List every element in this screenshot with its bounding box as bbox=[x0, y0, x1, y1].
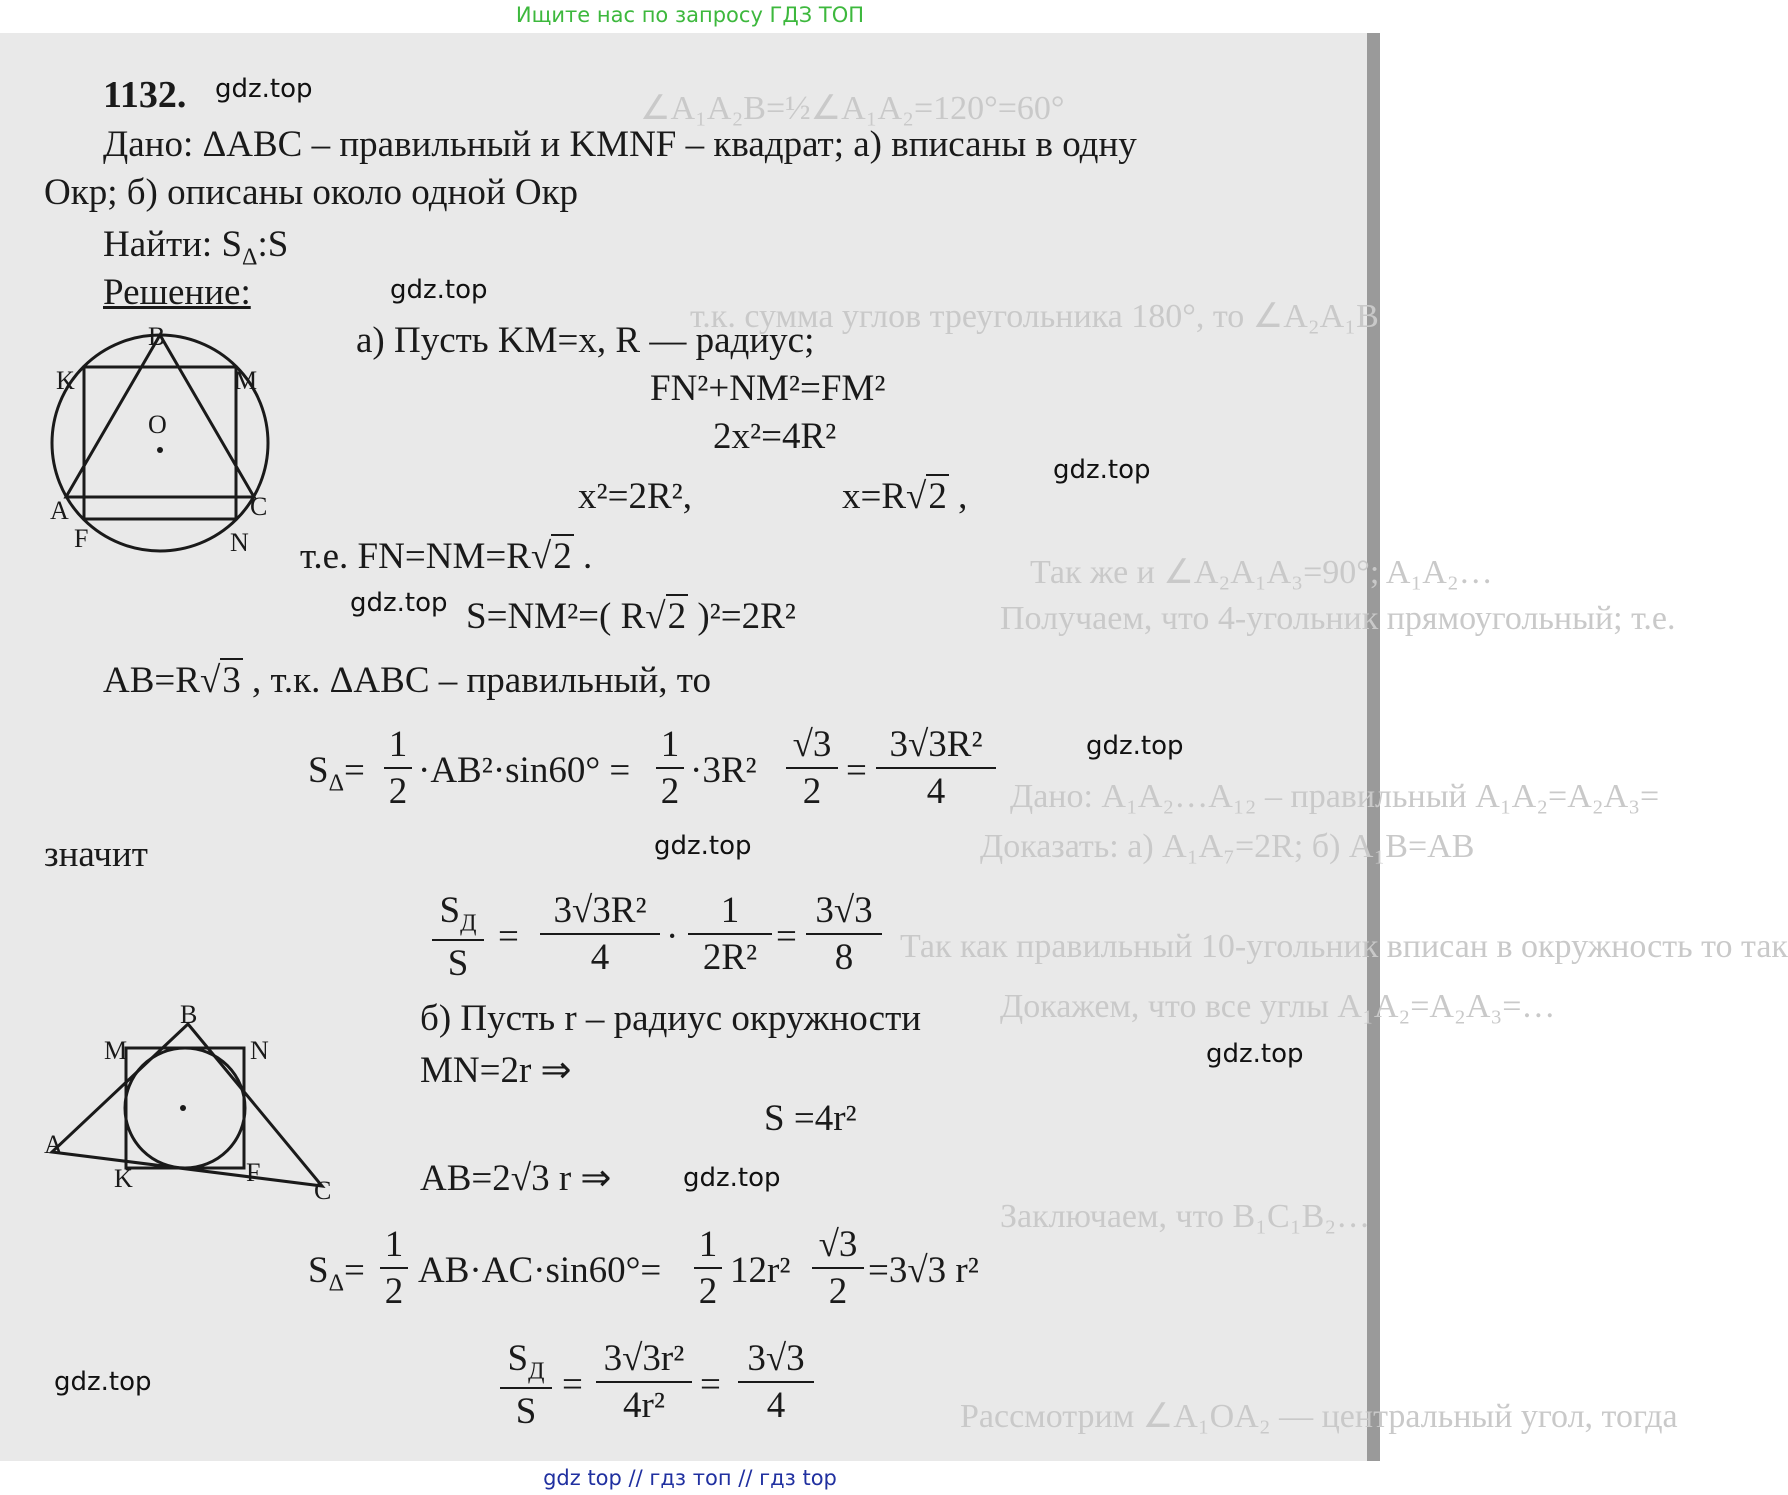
ghost-text: Доказать: а) A₁A₇=2R; б) A₁B=AB bbox=[980, 828, 1475, 865]
fig1-label-c: C bbox=[250, 492, 268, 521]
equals-sign: = bbox=[700, 1364, 721, 1405]
watermark: gdz.top bbox=[215, 74, 313, 104]
equals-sign: = bbox=[776, 916, 797, 957]
watermark: gdz.top bbox=[1053, 455, 1151, 485]
part-b-intro: б) Пусть r – радиус окружности bbox=[420, 998, 922, 1039]
fig2-label-b: B bbox=[180, 1000, 198, 1029]
watermark: gdz.top bbox=[54, 1367, 152, 1397]
ghost-text: Заключаем, что B₁C₁B₂… bbox=[1000, 1198, 1371, 1235]
fig2-label-n: N bbox=[250, 1036, 269, 1065]
fig2-label-c: C bbox=[314, 1176, 332, 1205]
top-banner-text: Ищите нас по запросу ГДЗ ТОП bbox=[515, 3, 865, 27]
fig1-label-k: K bbox=[56, 366, 75, 395]
part-b-sd-mid: AB·AC·sin60°= bbox=[418, 1250, 662, 1291]
fig1-label-m: M bbox=[234, 366, 258, 395]
ghost-text: Получаем, что 4-угольник прямоугольный; т.е. bbox=[1000, 600, 1676, 637]
dot: · bbox=[666, 916, 679, 957]
fig1-label-o: O bbox=[148, 410, 167, 439]
part-b-s: S =4r² bbox=[764, 1098, 857, 1139]
part-a-ab: AB=R√3 , т.к. ΔABC – правильный, то bbox=[103, 660, 711, 701]
fig1-label-a: A bbox=[50, 496, 69, 525]
part-a-te: т.е. FN=NM=R√2 . bbox=[300, 536, 593, 577]
ghost-text: Дано: A₁A₂…A₁₂ – правильный A₁A₂=A₂A₃= bbox=[1010, 778, 1660, 815]
ratio-fraction: $S_Д$ S bbox=[432, 892, 484, 982]
part-a-sd-lhs: $S_\Delta=$ bbox=[308, 750, 365, 797]
ghost-text: т.к. сумма углов треугольника 180°, то ∠A₂A₁B bbox=[690, 298, 1379, 335]
ghost-text: Так же и ∠A₂A₁A₃=90°; A₁A₂… bbox=[1030, 554, 1493, 591]
watermark: gdz.top bbox=[683, 1163, 781, 1193]
fig1-label-n: N bbox=[230, 528, 249, 557]
part-a-intro: а) Пусть KM=x, R — радиус; bbox=[356, 320, 815, 361]
fig2-label-f: F bbox=[246, 1158, 261, 1187]
equals-sign: = bbox=[846, 750, 867, 791]
part-a-eq4: x=R√2 , bbox=[842, 476, 968, 517]
watermark: gdz.top bbox=[390, 275, 488, 305]
bottom-banner-text[interactable]: gdz top // гдз топ // гдз top bbox=[543, 1466, 837, 1490]
find-line: Найти: $S_\Delta:S$ bbox=[103, 224, 289, 271]
equals-sign: = bbox=[562, 1364, 583, 1405]
bottom-banner[interactable] bbox=[0, 1461, 1380, 1495]
given-line-1: Дано: ΔABC – правильный и KMNF – квадрат; а) вписаны в одну bbox=[103, 124, 1137, 165]
page-edge bbox=[1367, 33, 1380, 1461]
watermark: gdz.top bbox=[1086, 731, 1184, 761]
part-b-sd-res: =3√3 r² bbox=[868, 1250, 979, 1291]
part-a-eq1: FN²+NM²=FM² bbox=[650, 368, 886, 409]
part-a-s: S=NM²=( R√2 )²=2R² bbox=[466, 596, 796, 637]
part-b-ab: AB=2√3 r ⇒ bbox=[420, 1158, 612, 1199]
equals-sign: = bbox=[498, 916, 519, 957]
part-b-sd-lhs: $S_\Delta=$ bbox=[308, 1250, 365, 1297]
fig2-label-k: K bbox=[114, 1164, 133, 1193]
watermark: gdz.top bbox=[350, 588, 448, 618]
fraction-root3-over-2: √3 2 bbox=[812, 1226, 864, 1310]
ratio-fraction-3: 3√3 8 bbox=[806, 892, 882, 976]
top-banner bbox=[0, 0, 1380, 30]
part-a-sd-mid1: ·AB²·sin60° = bbox=[418, 750, 631, 791]
part-b-sd-mid2: 12r² bbox=[730, 1250, 791, 1291]
fig1-label-f: F bbox=[74, 524, 89, 553]
part-a-eq2: 2x²=4R² bbox=[713, 416, 837, 457]
ghost-text: Докажем, что все углы A₁A₂=A₂A₃=… bbox=[1000, 988, 1556, 1025]
ratio-fraction: $S_Д$ S bbox=[500, 1340, 552, 1430]
ratio-fraction-2: 1 2R² bbox=[688, 892, 772, 976]
ghost-text: Рассмотрим ∠A₁OA₂ — центральный угол, тогда bbox=[960, 1398, 1678, 1435]
fraction-result: 3√3R² 4 bbox=[876, 726, 996, 810]
part-b-mn: MN=2r ⇒ bbox=[420, 1050, 572, 1091]
fig1-label-b: B bbox=[148, 322, 166, 351]
fig2-label-a: A bbox=[44, 1130, 63, 1159]
ghost-text: ∠A₁A₂B=½∠A₁A₂=120°=60° bbox=[640, 90, 1065, 127]
figure-circumscribed bbox=[40, 1020, 340, 1200]
fraction-half: 1 2 bbox=[380, 1226, 408, 1310]
fraction-half: 1 2 bbox=[656, 726, 684, 810]
watermark: gdz.top bbox=[1206, 1039, 1304, 1069]
znachit: значит bbox=[44, 834, 148, 875]
part-a-sd-mid2: ·3R² bbox=[690, 750, 757, 791]
given-line-2: Окр; б) описаны около одной Окр bbox=[44, 172, 579, 213]
fraction-half: 1 2 bbox=[384, 726, 412, 810]
ratio-fraction-1: 3√3r² 4r² bbox=[596, 1340, 692, 1424]
ratio-fraction-1: 3√3R² 4 bbox=[540, 892, 660, 976]
ghost-text: Так как правильный 10-угольник вписан в окружность то так bbox=[900, 928, 1788, 965]
ratio-fraction-2: 3√3 4 bbox=[738, 1340, 814, 1424]
watermark: gdz.top bbox=[654, 831, 752, 861]
fraction-half: 1 2 bbox=[694, 1226, 722, 1310]
part-a-eq3: x²=2R², bbox=[578, 476, 692, 517]
solution-label: Решение: bbox=[103, 272, 251, 313]
fraction-root3-over-2: √3 2 bbox=[786, 726, 838, 810]
problem-number: 1132. bbox=[103, 74, 187, 116]
fig2-label-m: M bbox=[104, 1036, 128, 1065]
